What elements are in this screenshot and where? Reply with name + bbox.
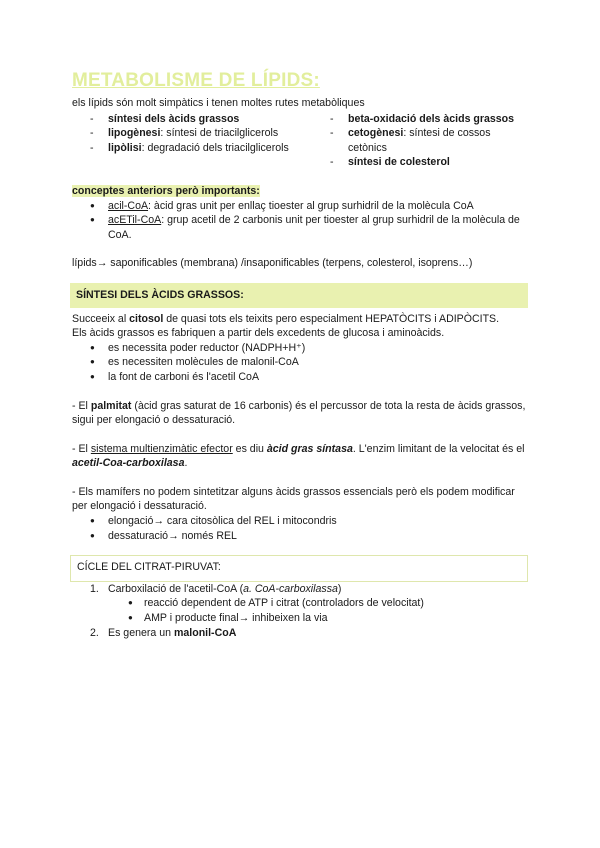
concept-term: acETil-CoA bbox=[108, 214, 162, 227]
lipids-classification: lípids→ saponificables (membrana) /insaponificables (terpens, colesterol, isoprens…) bbox=[72, 257, 473, 270]
section-heading-fatty-acid-synthesis: SÍNTESI DELS ÀCIDS GRASSOS: bbox=[70, 283, 528, 308]
list-item: ● es necessita poder reductor (NADPH+H⁺) bbox=[72, 341, 530, 356]
route-name: lipòlisi bbox=[108, 141, 142, 154]
list-item: ● la font de carboni és l'acetil CoA bbox=[72, 370, 530, 385]
list-item: ● AMP i producte final→ inhibeixen la via bbox=[72, 611, 530, 626]
list-item bbox=[312, 112, 530, 127]
concepts-heading: conceptes anteriors però importants: bbox=[72, 184, 260, 197]
page-title: METABOLISME DE LÍPIDS: bbox=[72, 70, 320, 91]
requirements-list bbox=[72, 341, 530, 385]
paragraph: Succeeix al citosol de quasi tots els teixits pero especialment HEPATÒCITS i ADIPÒCITS. bbox=[72, 312, 500, 325]
intro-text: els lípids són molt simpàtics i tenen moltes rutes metabòliques bbox=[72, 97, 365, 109]
route-desc: : síntesi de cossos cetònics bbox=[348, 127, 491, 154]
paragraph-mammals: - Els mamífers no podem sintetitzar alguns àcids grassos essencials però els podem modificar per elongació i dessaturació. bbox=[72, 485, 515, 513]
route-name: lipogènesi bbox=[108, 127, 161, 140]
paragraph: Els àcids grassos es fabriquen a partir dels excedents de glucosa i aminoàcids. bbox=[72, 327, 445, 340]
list-item: ● es necessiten molècules de malonil-CoA bbox=[72, 355, 530, 370]
routes-columns bbox=[72, 112, 530, 170]
route-name: cetogènesi bbox=[348, 127, 404, 140]
list-item: 1. Carboxilació de l'acetil-CoA (a. CoA-carboxilassa) bbox=[90, 582, 342, 595]
modification-list bbox=[72, 514, 530, 543]
list-item: ● elongació→ cara citosòlica del REL i mitocondris bbox=[72, 514, 530, 529]
list-item bbox=[72, 126, 312, 141]
list-item bbox=[312, 155, 530, 170]
list-item: ● reacció dependent de ATP i citrat (controladors de velocitat) bbox=[72, 596, 530, 611]
concept-term: acil-CoA bbox=[108, 199, 149, 212]
list-item: ● dessaturació→ només REL bbox=[72, 529, 530, 544]
concepts-list bbox=[72, 199, 530, 243]
sub-list bbox=[72, 596, 530, 625]
paragraph-multienzyme: - El sistema multienzimàtic efector es diu àcid gras síntasa. L'enzim limitant de la velocitat és el acetil-Coa-carboxilasa. bbox=[72, 442, 525, 470]
list-item bbox=[72, 199, 530, 214]
steps-list-continued bbox=[72, 626, 530, 641]
list-item bbox=[312, 126, 530, 155]
steps-list bbox=[72, 582, 530, 597]
list-item bbox=[72, 141, 312, 156]
list-item bbox=[72, 112, 312, 127]
route-desc: : síntesi de triacilglicerols bbox=[160, 127, 279, 140]
routes-right-list bbox=[312, 112, 530, 170]
concept-desc: : grup acetil de 2 carbonis unit per tioester al grup surhidril de la molècula de CoA. bbox=[108, 214, 520, 241]
list-item bbox=[72, 213, 530, 242]
route-name: síntesi dels àcids grassos bbox=[108, 112, 240, 125]
section-heading-citrate-pyruvate: CÍCLE DEL CITRAT-PIRUVAT: bbox=[70, 555, 528, 582]
document-page bbox=[72, 70, 530, 640]
concept-desc: : àcid gras unit per enllaç tioester al grup surhidril de la molècula CoA bbox=[148, 199, 474, 212]
paragraph-palmitat: - El palmitat (àcid gras saturat de 16 carbonis) és el percussor de tota la resta de àcids grassos, sigui per elongació o dessaturació. bbox=[72, 399, 526, 427]
route-desc: : degradació dels triacilglicerols bbox=[141, 141, 289, 154]
route-name: beta-oxidació dels àcids grassos bbox=[348, 112, 515, 125]
list-item: 2. Es genera un malonil-CoA bbox=[90, 626, 237, 639]
routes-left-list bbox=[72, 112, 312, 170]
route-name: síntesi de colesterol bbox=[348, 156, 450, 169]
